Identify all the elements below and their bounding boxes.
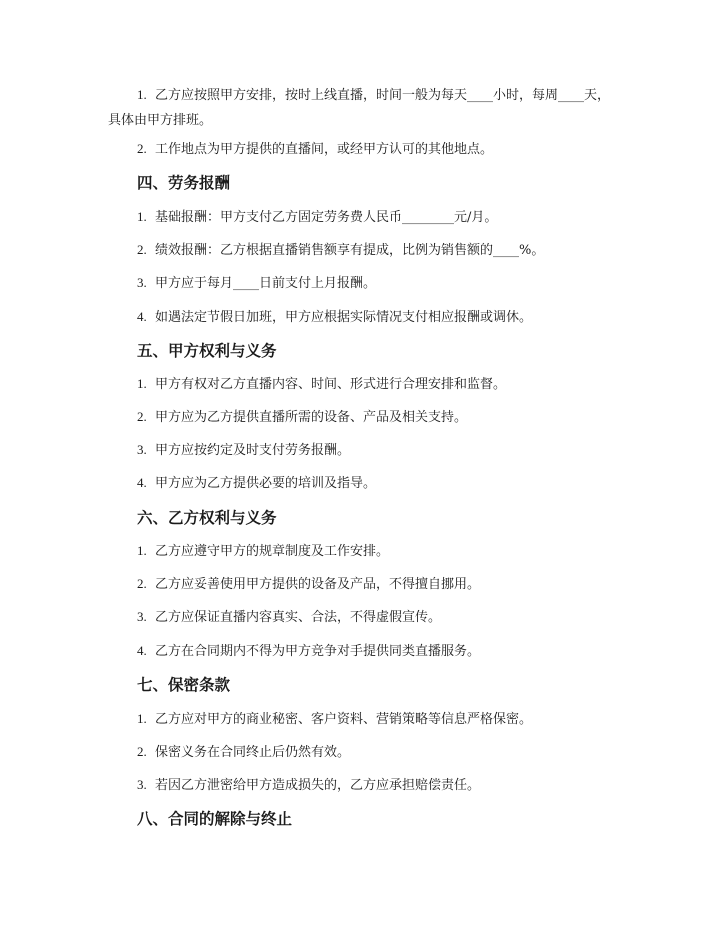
- clause-number: 4.: [137, 475, 147, 490]
- clause-number: 1.: [137, 376, 147, 391]
- clause-number: 2.: [137, 576, 147, 591]
- clause-text: 甲方应为乙方提供直播所需的设备、产品及相关支持。: [155, 410, 468, 425]
- clause-number: 1.: [137, 543, 147, 558]
- section-heading-6: 六、乙方权利与义务: [137, 508, 277, 527]
- clause-text: 乙方应按照甲方安排，按时上线直播，时间一般为每天____小时，每周____天，具体由甲方排班。: [108, 88, 611, 128]
- clause-3-1: [108, 82, 613, 133]
- clause-5-3: [137, 437, 607, 463]
- clause-number: 3.: [137, 275, 147, 290]
- clause-number: 1.: [137, 711, 147, 726]
- clause-7-2: [137, 739, 607, 765]
- clause-text: 乙方应对甲方的商业秘密、客户资料、营销策略等信息严格保密。: [155, 712, 533, 727]
- clause-text: 乙方应妥善使用甲方提供的设备及产品，不得擅自挪用。: [155, 577, 481, 592]
- clause-text: 乙方在合同期内不得为甲方竞争对手提供同类直播服务。: [155, 644, 481, 659]
- clause-text: 乙方应保证直播内容真实、合法，不得虚假宣传。: [155, 610, 442, 625]
- clause-4-1: [137, 204, 607, 230]
- clause-text: 甲方应为乙方提供必要的培训及指导。: [155, 476, 377, 491]
- clause-number: 3.: [137, 609, 147, 624]
- clause-text: 甲方应按约定及时支付劳务报酬。: [155, 443, 351, 458]
- clause-number: 3.: [137, 442, 147, 457]
- clause-number: 3.: [137, 777, 147, 792]
- clause-text: 基础报酬：甲方支付乙方固定劳务费人民币________元/月。: [155, 210, 498, 225]
- clause-4-2: [137, 237, 607, 263]
- clause-number: 4.: [137, 309, 147, 324]
- clause-number: 2.: [137, 409, 147, 424]
- clause-6-1: [137, 538, 607, 564]
- section-heading-7: 七、保密条款: [137, 675, 231, 694]
- clause-text: 甲方有权对乙方直播内容、时间、形式进行合理安排和监督。: [155, 377, 507, 392]
- clause-text: 绩效报酬：乙方根据直播销售额享有提成，比例为销售额的____%。: [155, 243, 545, 258]
- clause-text: 乙方应遵守甲方的规章制度及工作安排。: [155, 544, 390, 559]
- clause-number: 2.: [137, 744, 147, 759]
- clause-4-3: [137, 270, 607, 296]
- clause-7-1: [137, 706, 607, 732]
- clause-number: 2.: [137, 141, 147, 156]
- clause-text: 甲方应于每月____日前支付上月报酬。: [155, 276, 377, 291]
- clause-6-4: [137, 638, 607, 664]
- section-heading-4: 四、劳务报酬: [137, 173, 231, 192]
- clause-text: 如遇法定节假日加班，甲方应根据实际情况支付相应报酬或调休。: [155, 310, 533, 325]
- clause-text: 工作地点为甲方提供的直播间，或经甲方认可的其他地点。: [155, 142, 494, 157]
- clause-7-3: [137, 772, 607, 798]
- section-heading-5: 五、甲方权利与义务: [137, 341, 277, 360]
- clause-number: 2.: [137, 242, 147, 257]
- clause-5-1: [137, 371, 607, 397]
- clause-number: 1.: [137, 209, 147, 224]
- clause-6-2: [137, 571, 607, 597]
- clause-text: 若因乙方泄密给甲方造成损失的，乙方应承担赔偿责任。: [155, 778, 481, 793]
- clause-4-4: [137, 304, 607, 330]
- section-heading-8: 八、合同的解除与终止: [137, 809, 293, 828]
- clause-5-2: [137, 404, 607, 430]
- clause-3-2: [137, 136, 607, 162]
- clause-number: 1.: [137, 87, 147, 102]
- clause-number: 4.: [137, 643, 147, 658]
- clause-5-4: [137, 470, 607, 496]
- clause-6-3: [137, 604, 607, 630]
- clause-text: 保密义务在合同终止后仍然有效。: [155, 745, 351, 760]
